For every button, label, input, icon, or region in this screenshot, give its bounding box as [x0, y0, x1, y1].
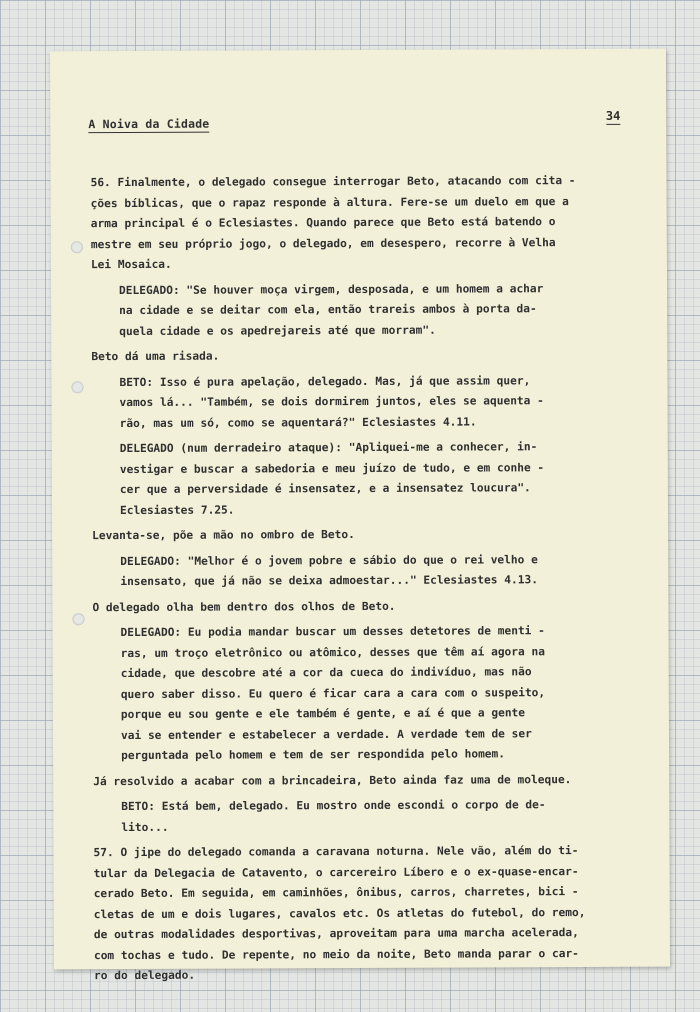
- narrative-paragraph: [92, 524, 632, 547]
- text-line: Lei Mosaica.: [90, 257, 172, 272]
- text-line: vamos lá... "Também, se dois dormirem juntos, eles se aquenta -: [119, 394, 544, 410]
- text-line: com tochas e tudo. De repente, no meio da noite, Beto manda parar o car-: [93, 946, 579, 962]
- punch-hole: [72, 613, 84, 625]
- dialogue-paragraph: [92, 437, 632, 521]
- dialogue-paragraph: [91, 278, 631, 342]
- text-line: Eclesiastes 7.25.: [119, 503, 235, 517]
- punch-hole: [71, 381, 83, 393]
- text-line: porque eu sou gente e ele também é gente, e aí é que a gente: [120, 706, 526, 722]
- typed-page: [50, 49, 670, 983]
- text-line: cer que a perversidade é insensatez, e a insensatez loucura".: [119, 481, 531, 497]
- text-line: ções bíblicas, que o rapaz responde à altura. Fere-se um duelo em que a: [90, 194, 569, 210]
- document-title: A Noiva da Cidade: [88, 116, 210, 132]
- narrative-paragraph: [93, 769, 633, 792]
- dialogue-paragraph: [92, 621, 633, 767]
- text-line: quela cidade e os apedrejareis até que morram".: [119, 323, 436, 338]
- text-line: ro do delegado.: [94, 968, 196, 983]
- text-line: DELEGADO: "Se houver moça virgem, desposada, e um homem a achar: [119, 281, 544, 297]
- narrative-paragraph: [91, 345, 631, 368]
- text-line: cletas de um e dois lugares, cavalos etc. Os atletas do futebol, do remo,: [93, 905, 586, 921]
- text-line: de outras modalidades desportivas, aproveitam para uma marcha acelerada,: [93, 926, 579, 942]
- dialogue-paragraph: [92, 549, 632, 592]
- text-line: O delegado olha bem dentro dos olhos de Beto.: [92, 599, 396, 614]
- text-line: 56. Finalmente, o delegado consegue interrogar Beto, atacando com cita -: [90, 174, 576, 190]
- text-line: cerado Beto. Em seguida, em caminhões, ônibus, carros, charretes, bici -: [93, 885, 579, 901]
- text-line: 57. O jipe do delegado comanda a caravana noturna. Nele vão, além do ti-: [93, 844, 579, 860]
- text-line: insensato, que já não se deixa admoestar..." Eclesiastes 4.13.: [120, 573, 538, 589]
- dialogue-paragraph: [93, 795, 633, 838]
- page-number: 34: [605, 108, 621, 123]
- text-line: tular da Delegacia de Catavento, o carcereiro Líbero e o ex-quase-encar-: [93, 864, 579, 880]
- narrative-paragraph: [91, 171, 631, 276]
- typed-text-body: [91, 171, 635, 987]
- text-line: DELEGADO: "Melhor é o jovem pobre e sábio do que o rei velho e: [120, 552, 538, 568]
- text-line: arma principal é o Eclesiastes. Quando parece que Beto está batendo o: [90, 215, 556, 231]
- text-line: Beto dá uma risada.: [91, 349, 220, 364]
- narrative-paragraph: [92, 595, 632, 618]
- text-line: quero saber disso. Eu quero é ficar cara a cara com o suspeito,: [120, 685, 546, 701]
- text-line: lito...: [121, 820, 169, 834]
- text-line: na cidade e se deitar com ela, então trareis ambos à porta da-: [119, 302, 537, 318]
- text-line: BETO: Está bem, delegado. Eu mostro onde escondi o corpo de de-: [121, 798, 546, 814]
- text-line: cidade, que descobre até a cor da cueca do indivíduo, mas não: [120, 665, 532, 681]
- narrative-paragraph: [93, 841, 634, 987]
- text-line: BETO: Isso é pura apelação, delegado. Mas, já que assim quer,: [119, 373, 531, 389]
- text-line: Levanta-se, põe a mão no ombro de Beto.: [92, 528, 355, 543]
- text-line: DELEGADO: Eu podia mandar buscar um desses detetores de menti -: [120, 624, 545, 640]
- text-line: DELEGADO (num derradeiro ataque): "Apliquei-me a conhecer, in-: [119, 440, 538, 456]
- text-line: Já resolvido a acabar com a brincadeira, Beto ainda faz uma de moleque.: [93, 772, 572, 788]
- text-line: vai se entender e estabelecer a verdade. A verdade tem de ser: [120, 726, 532, 742]
- text-line: mestre em seu próprio jogo, o delegado, em desespero, recorre à Velha: [90, 235, 556, 251]
- text-line: ras, um troço eletrônico ou atômico, desses que têm aí agora na: [120, 644, 545, 660]
- dialogue-paragraph: [91, 370, 631, 434]
- text-line: perguntada pelo homem e tem de ser respondida pelo homem.: [121, 747, 506, 763]
- text-line: rão, mas um só, como se aquentará?" Eclesiastes 4.11.: [119, 414, 477, 430]
- text-line: vestigar e buscar a sabedoria e meu juízo de tudo, e em conhe -: [119, 460, 545, 476]
- punch-hole: [71, 241, 83, 253]
